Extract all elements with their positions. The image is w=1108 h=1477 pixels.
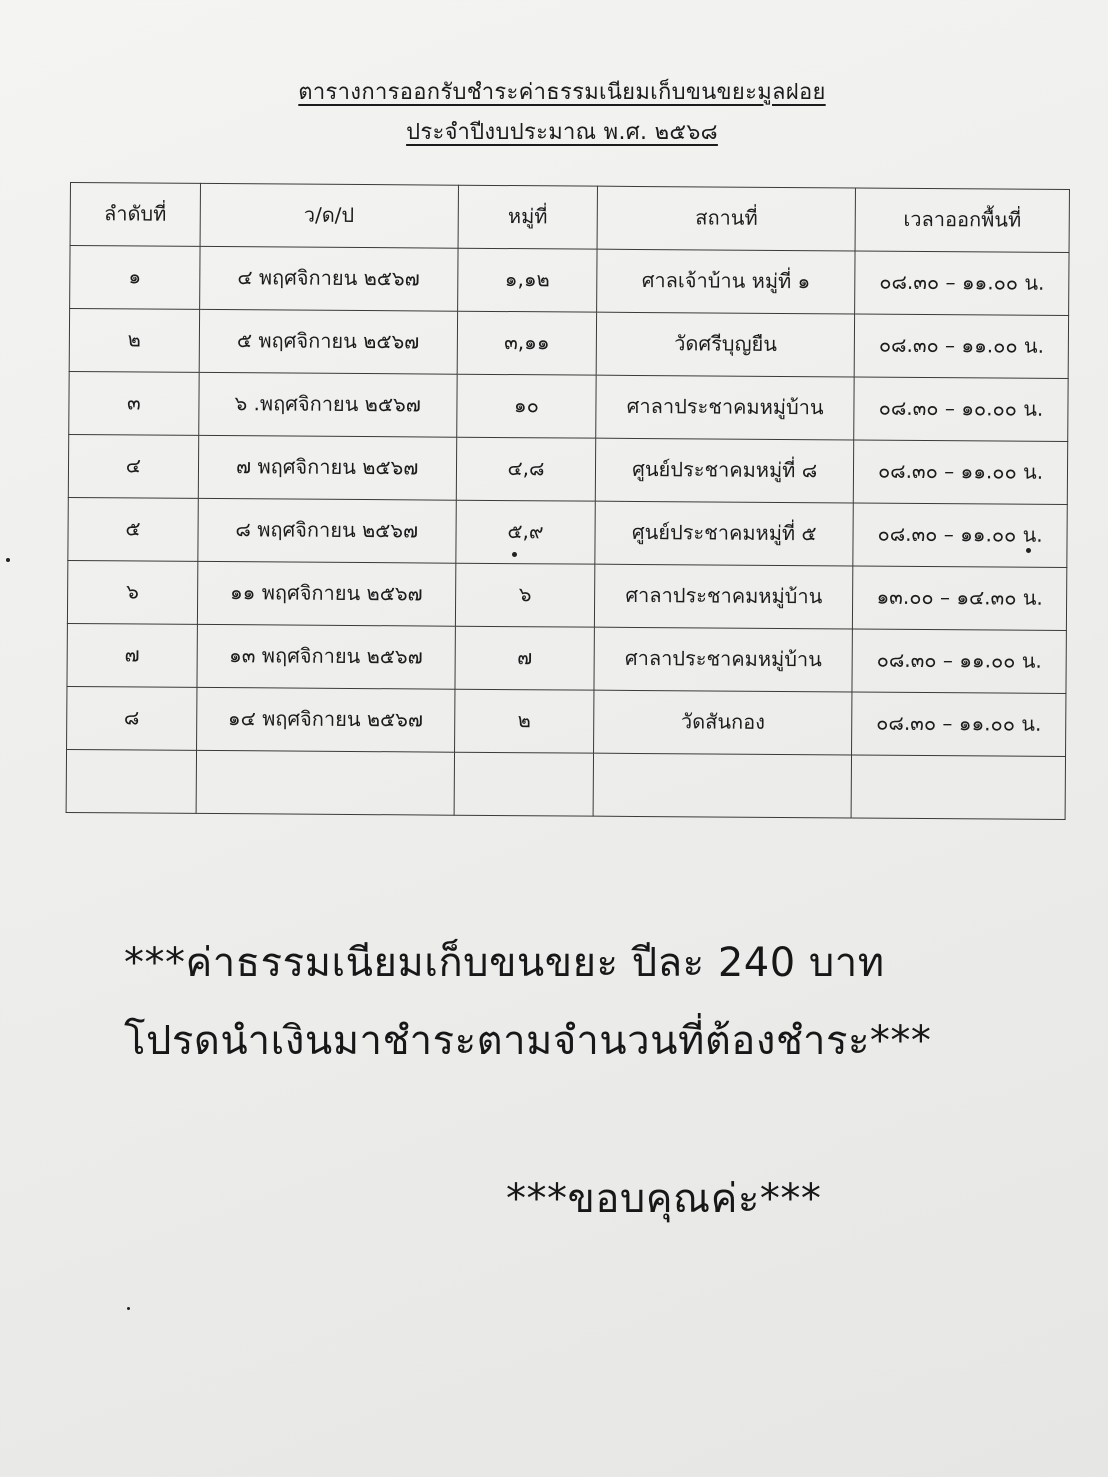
place-cell: วัดศรีบุญยืน <box>596 312 854 377</box>
village-cell: ๒ <box>454 689 594 753</box>
place-cell: ศูนย์ประชาคมหมู่ที่ ๕ <box>595 501 853 566</box>
place-cell: ศาลาประชาคมหมู่บ้าน <box>594 627 852 692</box>
table-row <box>67 623 1066 693</box>
date-cell: ๘ พฤศจิกายน ๒๕๖๗ <box>198 498 456 563</box>
village-cell: ๖ <box>455 563 595 627</box>
table-row <box>67 560 1066 630</box>
order-cell: ๕ <box>68 497 198 561</box>
order-cell: ๔ <box>68 434 198 498</box>
table-header-row <box>70 183 1069 253</box>
date-cell: ๑๑ พฤศจิกายน ๒๕๖๗ <box>197 561 455 626</box>
time-cell: ๐๘.๓๐ – ๑๑.๐๐ น. <box>855 251 1069 315</box>
thanks-note: ***ขอบคุณค่ะ*** <box>506 1176 822 1222</box>
date-cell: ๑๓ พฤศจิกายน ๒๕๖๗ <box>197 624 455 689</box>
payment-note: โปรดนำเงินมาชำระตามจำนวนที่ต้องชำระ*** <box>124 1018 932 1064</box>
time-cell: ๐๘.๓๐ – ๑๑.๐๐ น. <box>852 692 1066 756</box>
table-row <box>69 309 1068 379</box>
table-row <box>68 434 1067 504</box>
time-cell <box>851 755 1065 819</box>
header-village: หมู่ที่ <box>458 185 598 249</box>
order-cell: ๗ <box>67 623 197 687</box>
village-cell: ๕,๙ <box>455 500 595 564</box>
table-row <box>70 246 1069 316</box>
time-cell: ๐๘.๓๐ – ๑๑.๐๐ น. <box>852 629 1066 693</box>
place-cell: ศาลาประชาคมหมู่บ้าน <box>595 564 853 629</box>
time-cell: ๐๘.๓๐ – ๑๑.๐๐ น. <box>853 440 1067 504</box>
time-cell: ๐๘.๓๐ – ๑๑.๐๐ น. <box>853 503 1067 567</box>
order-cell: ๒ <box>69 309 199 373</box>
village-cell: ๗ <box>455 626 595 690</box>
schedule-table <box>66 182 1070 820</box>
order-cell: ๑ <box>70 246 200 310</box>
header-time: เวลาออกพื้นที่ <box>855 188 1069 252</box>
order-cell: ๓ <box>69 371 199 435</box>
village-cell <box>454 752 594 816</box>
header-place: สถานที่ <box>597 186 855 251</box>
place-cell: ศูนย์ประชาคมหมู่ที่ ๘ <box>596 438 854 503</box>
date-cell: ๔ พฤศจิกายน ๒๕๖๗ <box>199 246 457 311</box>
date-cell: ๗ พฤศจิกายน ๒๕๖๗ <box>198 435 456 500</box>
place-cell: ศาลาประชาคมหมู่บ้าน <box>596 375 854 440</box>
paper-speck <box>512 552 517 557</box>
table-row <box>68 497 1067 567</box>
paper-speck <box>1026 548 1031 553</box>
time-cell: ๐๘.๓๐ – ๑๑.๐๐ น. <box>854 314 1068 378</box>
time-cell: ๐๘.๓๐ – ๑๐.๐๐ น. <box>854 377 1068 441</box>
village-cell: ๑,๑๒ <box>457 248 597 312</box>
header-order: ลำดับที่ <box>70 183 200 247</box>
document-subtitle: ประจำปีงบประมาณ พ.ศ. ๒๕๖๘ <box>406 120 718 145</box>
place-cell: ศาลเจ้าบ้าน หมู่ที่ ๑ <box>597 249 855 314</box>
document-title: ตารางการออกรับชำระค่าธรรมเนียมเก็บขนขยะมูลฝอย <box>298 80 826 105</box>
order-cell <box>66 749 196 813</box>
village-cell: ๔,๘ <box>456 437 596 501</box>
paper-speck <box>6 558 10 562</box>
place-cell: วัดสันกอง <box>594 690 852 755</box>
village-cell: ๓,๑๑ <box>457 311 597 375</box>
table-row <box>69 371 1068 441</box>
village-cell: ๑๐ <box>456 374 596 438</box>
fee-note: ***ค่าธรรมเนียมเก็บขนขยะ ปีละ 240 บาท <box>124 940 885 986</box>
paper-speck <box>127 1307 130 1310</box>
date-cell: ๕ พฤศจิกายน ๒๕๖๗ <box>199 309 457 374</box>
time-cell: ๑๓.๐๐ – ๑๔.๓๐ น. <box>853 566 1067 630</box>
order-cell: ๘ <box>67 686 197 750</box>
table-row <box>66 749 1065 819</box>
date-cell <box>196 750 454 815</box>
header-date: ว/ด/ป <box>200 183 458 248</box>
date-cell: ๑๔ พฤศจิกายน ๒๕๖๗ <box>196 687 454 752</box>
date-cell: ๖ .พฤศจิกายน ๒๕๖๗ <box>199 372 457 437</box>
table-row <box>67 686 1066 756</box>
order-cell: ๖ <box>67 560 197 624</box>
place-cell <box>593 753 851 818</box>
